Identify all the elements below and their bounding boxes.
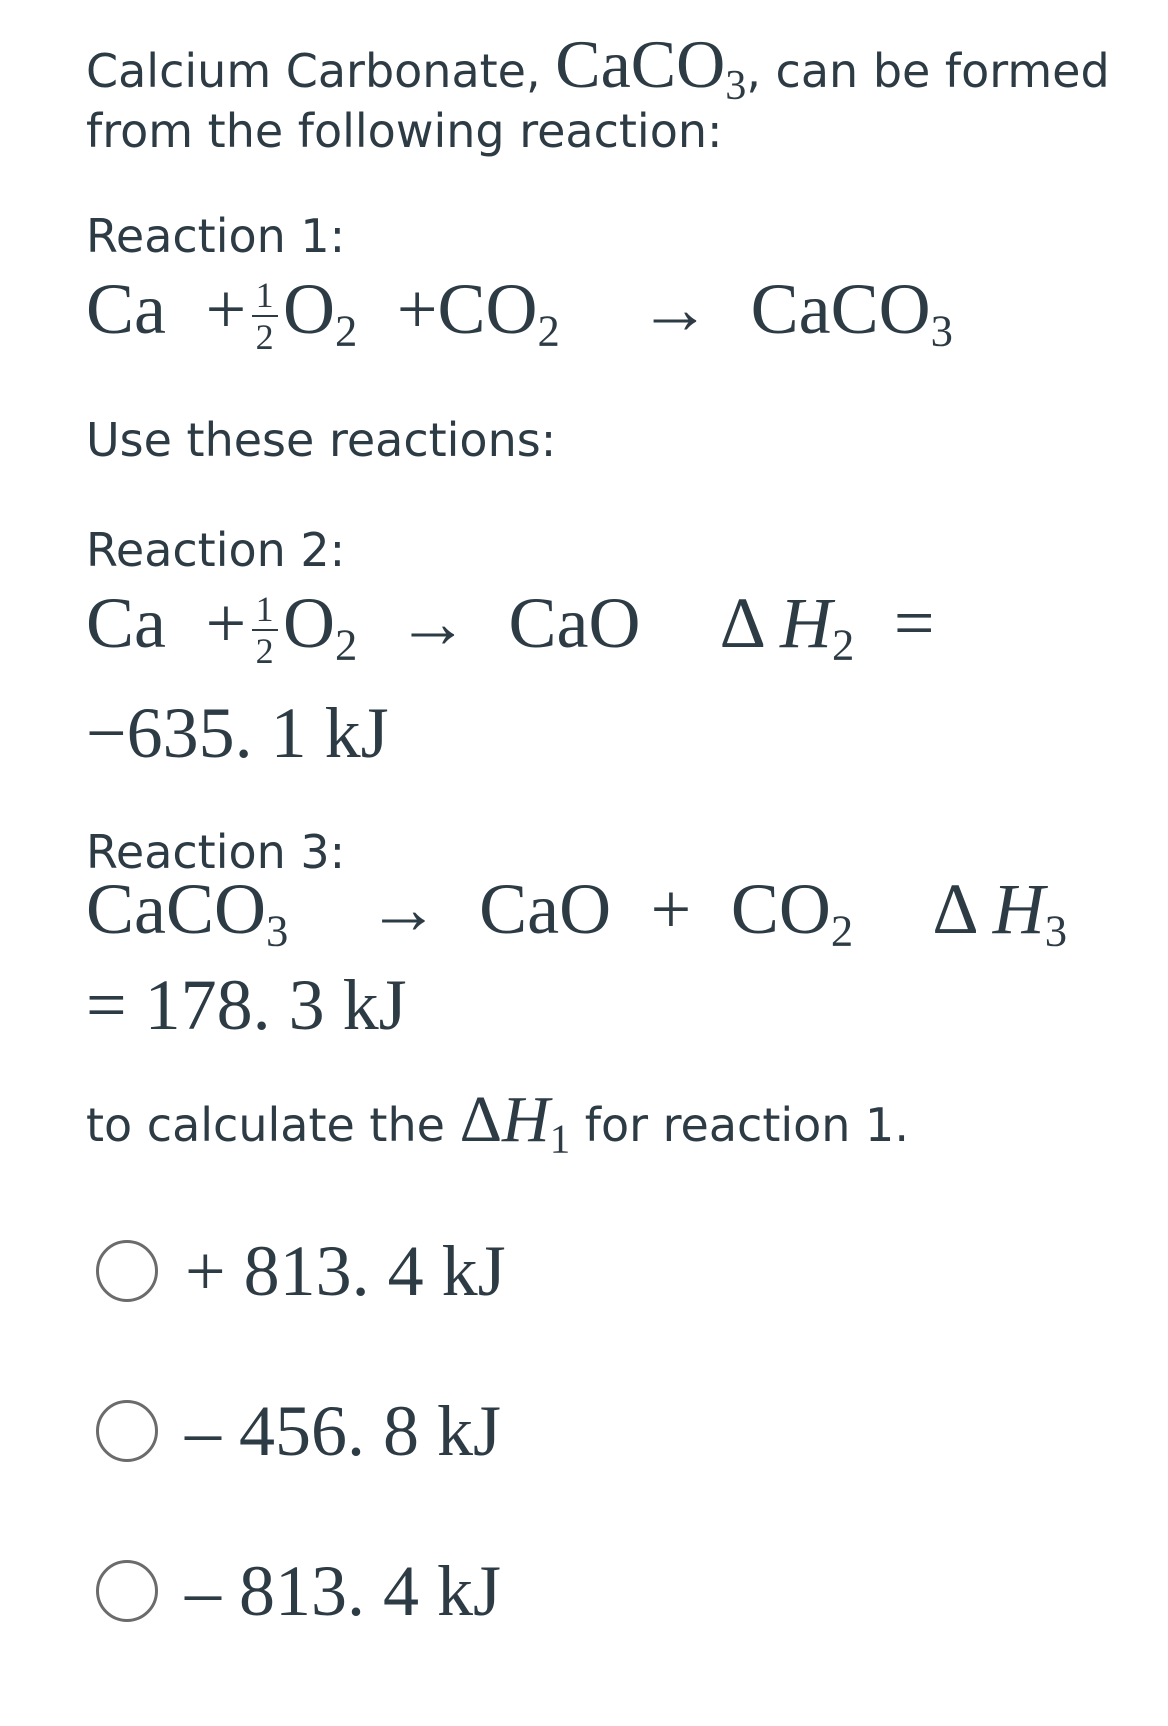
reaction-2-label: Reaction 2: xyxy=(86,523,346,577)
reaction-2-equation xyxy=(86,582,935,672)
r3-plus: + xyxy=(650,869,692,949)
radio-button[interactable] xyxy=(96,1560,158,1622)
intro-text-1: Calcium Carbonate, xyxy=(86,44,556,98)
r1-arrow: → xyxy=(639,269,712,349)
r2-o2-sub: 2 xyxy=(334,619,358,670)
calculate-text xyxy=(86,1083,909,1162)
r1-frac-den: 2 xyxy=(255,317,274,358)
r1-fraction xyxy=(252,275,278,358)
option-label[interactable]: + 813. 4 kJ xyxy=(185,1231,506,1311)
r2-h: H xyxy=(779,583,832,663)
r2-o2: O xyxy=(282,583,335,663)
r3-co2-sub: 2 xyxy=(830,905,854,956)
option-label[interactable]: – 456. 8 kJ xyxy=(185,1391,502,1471)
option-label[interactable]: – 813. 4 kJ xyxy=(185,1551,502,1631)
use-reactions-text: Use these reactions: xyxy=(86,413,557,467)
calc-suffix: for reaction 1. xyxy=(570,1098,909,1152)
radio-button[interactable] xyxy=(96,1240,158,1302)
calc-h: H xyxy=(502,1083,550,1156)
r1-o2: O xyxy=(282,269,335,349)
r3-delta: Δ xyxy=(932,869,975,949)
r1-product: CaCO xyxy=(750,269,931,349)
r2-frac-den: 2 xyxy=(255,631,274,672)
r1-co2-sub: 2 xyxy=(537,305,560,356)
r1-product-sub: 3 xyxy=(930,305,953,356)
intro-line-2: from the following reaction: xyxy=(86,104,723,158)
r1-plus: + xyxy=(205,269,247,349)
r3-reactant: CaCO xyxy=(86,869,266,949)
r3-h: H xyxy=(992,869,1045,949)
r3-arrow: → xyxy=(367,869,440,949)
r2-plus: + xyxy=(205,583,247,663)
calc-h-sub: 1 xyxy=(549,1116,571,1162)
r2-frac-num: 1 xyxy=(252,591,278,631)
r2-arrow: → xyxy=(396,583,469,663)
intro-formula-main: CaCO xyxy=(555,26,726,102)
r2-h-sub: 2 xyxy=(831,619,855,670)
reaction-3-equation xyxy=(86,868,1068,956)
calc-prefix: to calculate the xyxy=(86,1098,460,1152)
radio-button[interactable] xyxy=(96,1400,158,1462)
r1-plus-2: + xyxy=(396,269,438,349)
reaction-3-value: = 178. 3 kJ xyxy=(86,965,407,1045)
intro-formula xyxy=(555,26,747,109)
r1-frac-num: 1 xyxy=(252,277,278,317)
reaction-2-value: −635. 1 kJ xyxy=(86,693,389,773)
r2-equals: = xyxy=(893,583,935,663)
r3-reactant-sub: 3 xyxy=(266,905,289,956)
r1-o2-sub: 2 xyxy=(334,305,358,356)
r2-ca: Ca xyxy=(86,583,166,663)
intro-formula-sub: 3 xyxy=(725,61,747,109)
r3-co2: CO xyxy=(730,869,831,949)
intro-text-2: , can be formed xyxy=(746,44,1110,98)
r3-cao: CaO xyxy=(479,869,612,949)
r1-ca: Ca xyxy=(86,269,166,349)
intro-line-1 xyxy=(86,26,1146,109)
r2-delta: Δ xyxy=(719,583,762,663)
reaction-1-label: Reaction 1: xyxy=(86,209,346,263)
calc-delta: Δ xyxy=(459,1083,503,1156)
reaction-1-equation xyxy=(86,268,953,358)
r1-co2: CO xyxy=(437,269,538,349)
r2-fraction xyxy=(252,589,278,672)
calc-delta-h xyxy=(459,1083,571,1162)
r2-product: CaO xyxy=(508,583,641,663)
question-intro xyxy=(86,26,1146,161)
r3-h-sub: 3 xyxy=(1044,905,1068,956)
reaction-3-label: Reaction 3: xyxy=(86,825,346,879)
